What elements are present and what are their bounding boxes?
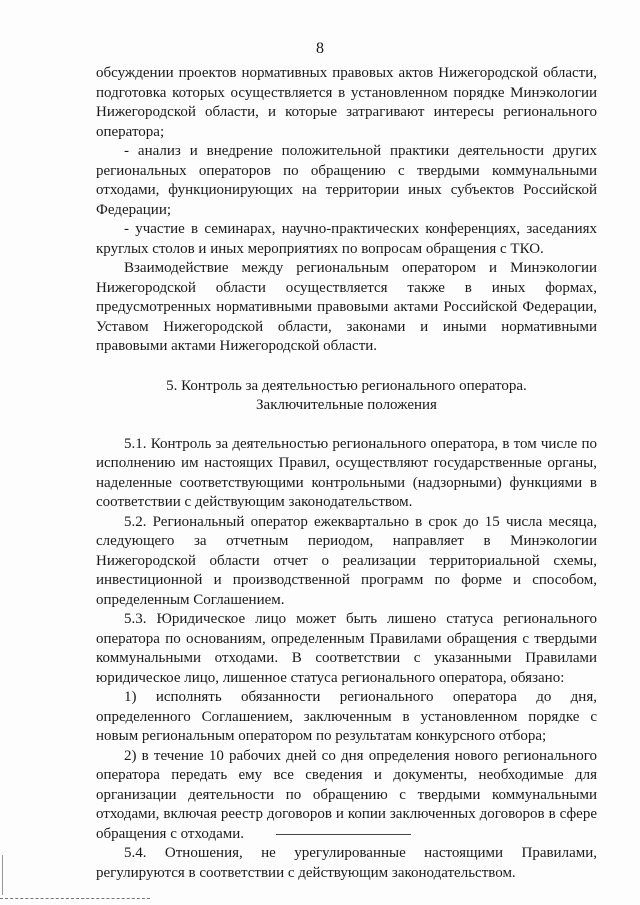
clause-5-4: 5.4. Отношения, не урегулированные настоящими Правилами, регулируются в соответствии с действующим законодательством. <box>96 845 597 881</box>
page-number: 8 <box>316 40 324 57</box>
footer-dashed-mark <box>0 898 150 899</box>
clause-5-3-item-2: 2) в течение 10 рабочих дней со дня определения нового регионального оператора передать ему все сведения и документы, необходимые для организации деятельности по обращению с твердыми коммунальными отходами, включая реестр договоров и копии заключенных договоров в сфере обращения с отходами. <box>96 747 597 842</box>
list-item-analysis: - анализ и внедрение положительной практики деятельности других региональных операторов по обращению с твердыми коммунальными отходами, функционирующих на территории иных субъектов Российской Федерации; <box>96 143 597 218</box>
clause-5-3: 5.3. Юридическое лицо может быть лишено статуса регионального оператора по основаниям, определенным Правилами обращения с твердыми коммунальными отходами. В соответствии с указанными Правилами юридическое лицо, лишенное статуса регионального оператора, обязано: <box>96 611 597 686</box>
section-heading-line2: Заключительные положения <box>256 397 437 413</box>
clause-5-1: 5.1. Контроль за деятельностью регионального оператора, в том числе по исполнению им настоящих Правил, осуществляют государственные органы, наделенные соответствующими контрольными (надзорными) функциями в соответствии с действующим законодательством. <box>96 435 597 510</box>
section-heading-line1: 5. Контроль за деятельностью регионального оператора. <box>166 377 527 394</box>
end-rule <box>276 834 411 835</box>
paragraph-interaction: Взаимодействие между региональным оператором и Минэкологии Нижегородской области осуществляется также в иных формах, предусмотренных нормативными правовыми актами Российской Федерации, Уставом Нижегородской области, законами и иными нормативными правовыми актами Нижегородской области. <box>96 260 597 354</box>
scan-edge-mark <box>2 855 3 895</box>
document-body <box>96 64 597 883</box>
paragraph-continuation: обсуждении проектов нормативных правовых актов Нижегородской области, подготовка которых осуществляется в установленном порядке Минэкологии Нижегородской области, и которые затрагивают интересы регионального оператора; <box>96 65 597 140</box>
clause-5-3-item-1: 1) исполнять обязанности регионального оператора до дня, определенного Соглашением, заключенным в установленном порядке с новым региональным оператором по результатам конкурсного отбора; <box>96 689 597 744</box>
clause-5-2: 5.2. Региональный оператор ежеквартально в срок до 15 числа месяца, следующего за отчетным периодом, направляет в Минэкологии Нижегородской области отчет о реализации территориальной схемы, инвестиционной и производственной программ по форме и способом, определенным Соглашением. <box>96 513 597 608</box>
list-item-participation: - участие в семинарах, научно-практических конференциях, заседаниях круглых столов и иных мероприятиях по вопросам обращения с ТКО. <box>96 221 597 257</box>
